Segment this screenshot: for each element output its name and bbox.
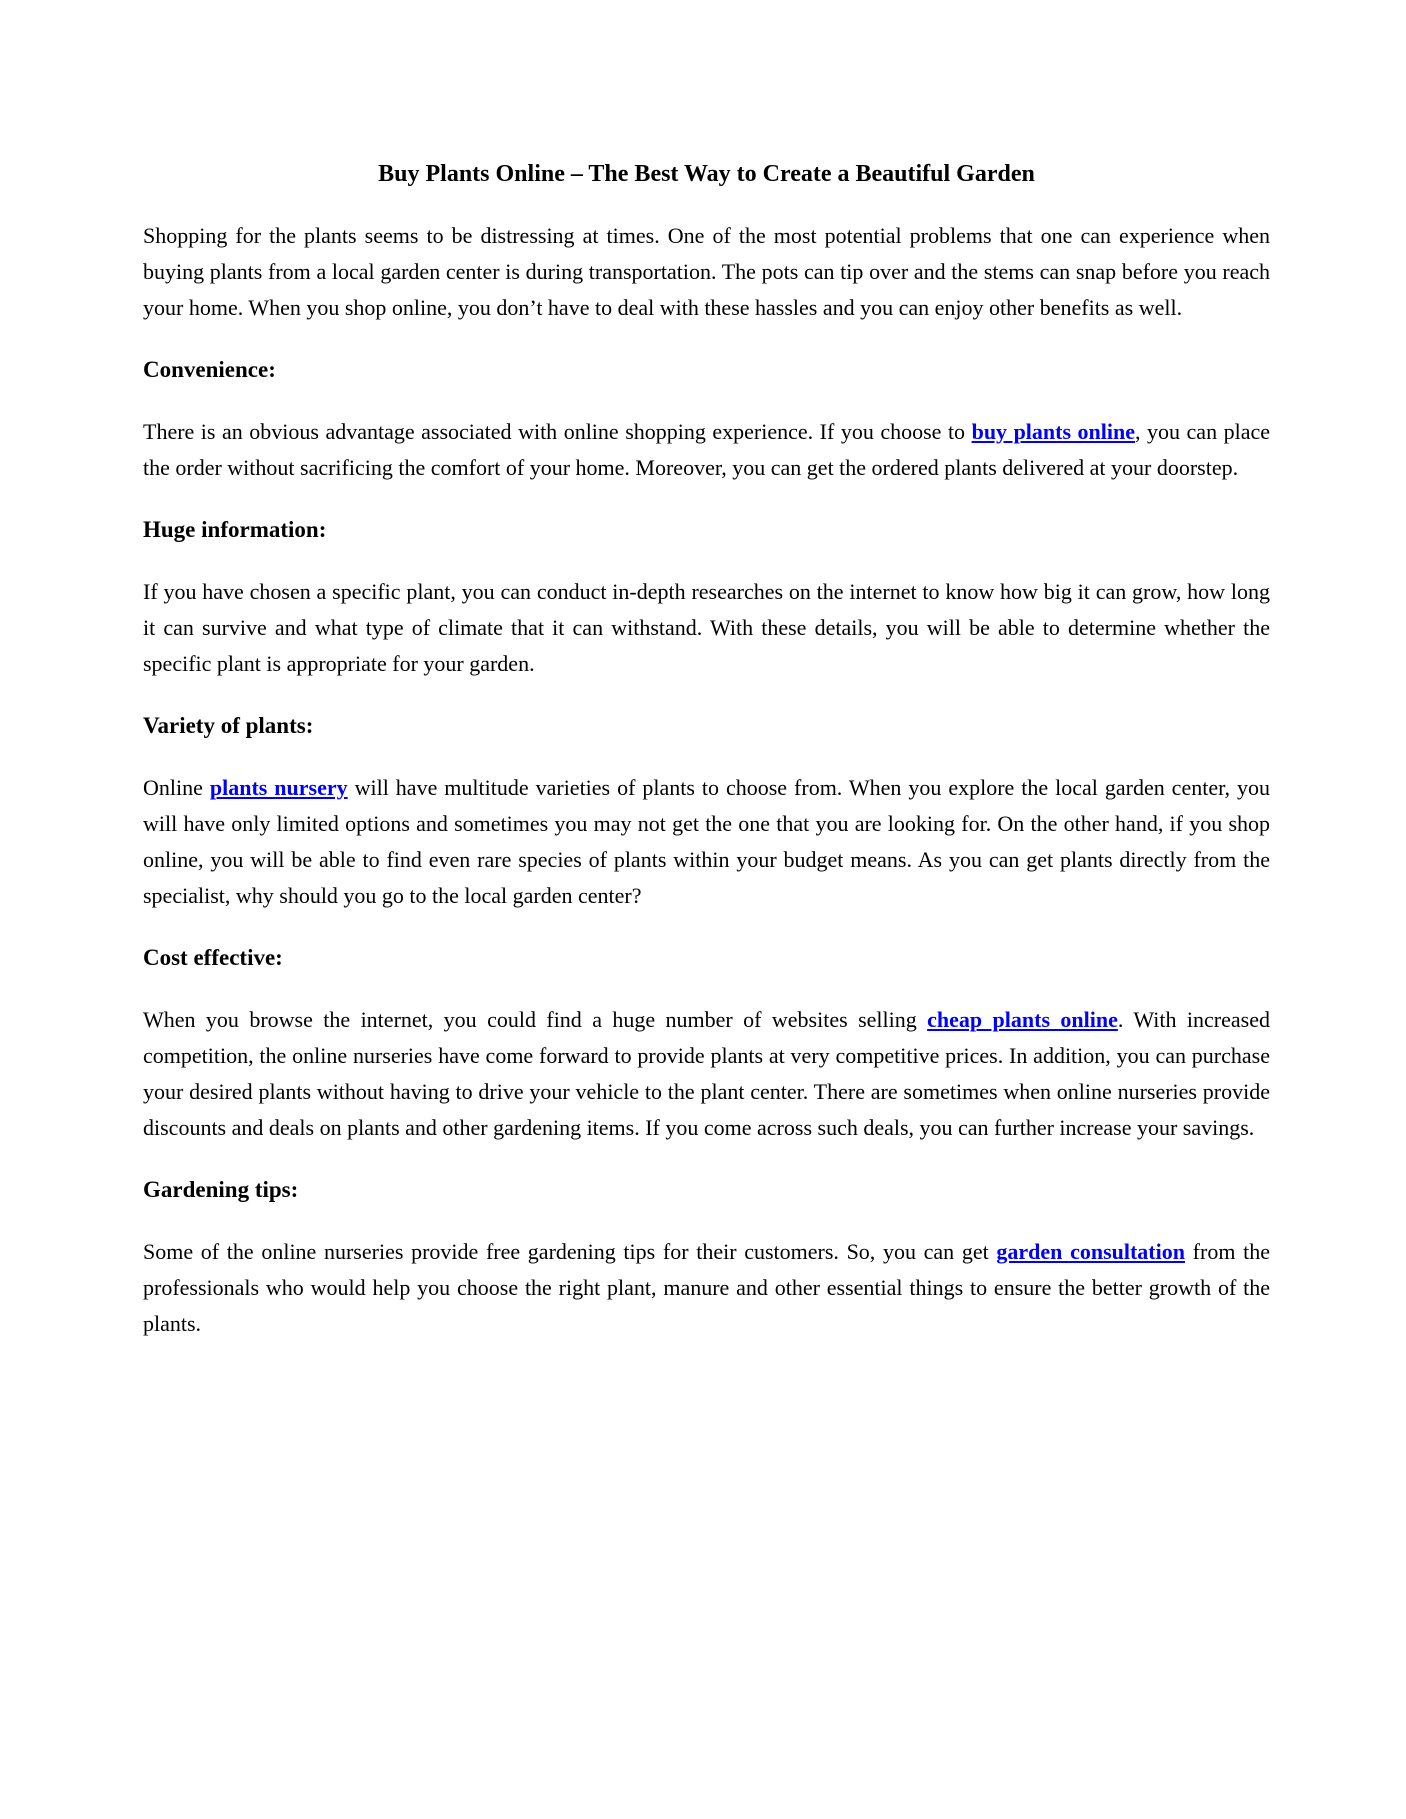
- paragraph-intro: [143, 218, 1276, 326]
- link-buy-plants-online[interactable]: buy plants online: [971, 419, 1136, 444]
- text-run: If you have chosen a specific plant, you can conduct in-depth researches on the internet to know how big it can grow, how long it can survive and what type of climate that it can withstand. With these details, you will be able to determine whether the specific plant is appropriate for your garden.: [143, 579, 1276, 676]
- text-run: . With increased competition, the online nurseries have come forward to provide plants at very competitive prices. In addition, you can purchase your desired plants without having to drive your vehicle to the plant center. There are sometimes when online nurseries provide discounts and deals on plants and other gardening items. If you come across such deals, you can further increase your savings.: [143, 1007, 1276, 1140]
- heading-gardening-tips: Gardening tips:: [143, 1177, 299, 1202]
- text-run: will have multitude varieties of plants to choose from. When you explore the local garden center, you will have only limited options and sometimes you may not get the one that you are looking for. On the other hand, if you shop online, you will be able to find even rare species of plants within your budget means. As you can get plants directly from the specialist, why should you go to the local garden center?: [143, 775, 1276, 908]
- link-plants-nursery[interactable]: plants nursery: [209, 775, 348, 800]
- heading-variety-of-plants: Variety of plants:: [143, 713, 314, 738]
- text-run: from the professionals who would help you choose the right plant, manure and other essential things to ensure the better growth of the plants.: [143, 1239, 1276, 1336]
- heading-convenience: Convenience:: [143, 357, 276, 382]
- text-run: , you can place the order without sacrificing the comfort of your home. Moreover, you can get the ordered plants delivered at your doorstep.: [143, 419, 1276, 480]
- text-run: Some of the online nurseries provide free gardening tips for their customers. So, you can get: [143, 1239, 997, 1264]
- paragraph-huge-information: [143, 574, 1276, 682]
- paragraph-convenience: [143, 414, 1276, 486]
- text-run: Online: [143, 775, 210, 800]
- text-run: There is an obvious advantage associated with online shopping experience. If you choose to: [143, 419, 972, 444]
- link-garden-consultation[interactable]: garden consultation: [996, 1239, 1185, 1264]
- text-run: When you browse the internet, you could find a huge number of websites selling: [143, 1007, 928, 1032]
- paragraph-gardening-tips: [143, 1234, 1276, 1342]
- text-run: Shopping for the plants seems to be distressing at times. One of the most potential problems that one can experience when buying plants from a local garden center is during transportation. The pots can tip over and the stems can snap before you reach your home. When you shop online, you don’t have to deal with these hassles and you can enjoy other benefits as well.: [143, 223, 1276, 320]
- heading-cost-effective: Cost effective:: [143, 945, 283, 970]
- heading-huge-information: Huge information:: [143, 517, 327, 542]
- paragraph-cost-effective: [143, 1002, 1276, 1146]
- document-title: Buy Plants Online – The Best Way to Create a Beautiful Garden: [378, 161, 1035, 187]
- link-cheap-plants-online[interactable]: cheap plants online: [927, 1007, 1118, 1032]
- paragraph-variety-of-plants: [143, 770, 1276, 914]
